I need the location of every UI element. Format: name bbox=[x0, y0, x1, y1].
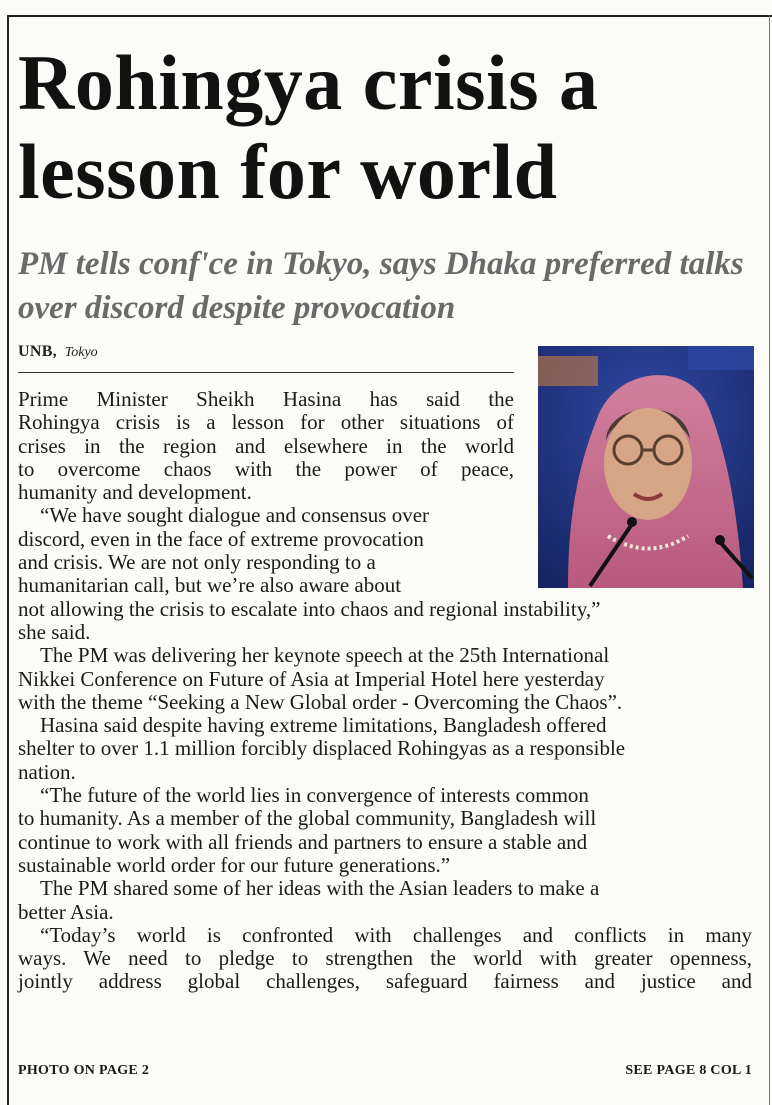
body-line: sustainable world order for our future generations.” bbox=[18, 852, 451, 877]
body-line: with the theme “Seeking a New Global order - Overcoming the Chaos”. bbox=[18, 689, 623, 714]
paragraph-1 bbox=[18, 388, 514, 504]
body-line: The PM was delivering her keynote speech at the 25th International bbox=[40, 643, 610, 668]
body-line: discord, even in the face of extreme provocation bbox=[18, 526, 424, 551]
body-line: shelter to over 1.1 million forcibly displaced Rohingyas as a responsible bbox=[18, 736, 626, 761]
right-column-rule bbox=[769, 15, 770, 1105]
body-line: nation. bbox=[18, 759, 76, 784]
paragraph-4 bbox=[18, 714, 752, 784]
body-line: humanity and development. bbox=[18, 480, 252, 505]
body-line: to humanity. As a member of the global community, Bangladesh will bbox=[18, 806, 597, 831]
body-line: “We have sought dialogue and consensus over bbox=[40, 503, 430, 528]
paragraph-2 bbox=[18, 504, 752, 644]
continuation-reference: SEE PAGE 8 COL 1 bbox=[625, 1063, 752, 1078]
body-line: not allowing the crisis to escalate into chaos and regional instability,” bbox=[18, 596, 601, 621]
paragraph-3 bbox=[18, 644, 752, 714]
byline-place: Tokyo bbox=[64, 345, 98, 360]
top-rule bbox=[7, 15, 772, 17]
body-line: and crisis. We are not only responding to a bbox=[18, 550, 376, 575]
body-line: Prime Minister Sheikh Hasina has said the bbox=[18, 387, 514, 411]
photo-reference: PHOTO ON PAGE 2 bbox=[18, 1063, 150, 1078]
body-line: continue to work with all friends and partners to ensure a stable and bbox=[18, 829, 588, 854]
body-line: humanitarian call, but we’re also aware about bbox=[18, 573, 402, 598]
left-column-rule bbox=[7, 15, 9, 1105]
body-line: Rohingya crisis is a lesson for other situations of bbox=[18, 410, 514, 435]
body-line: to overcome chaos with the power of peace, bbox=[18, 456, 514, 481]
body-line: she said. bbox=[18, 619, 91, 644]
body-line: Nikkei Conference on Future of Asia at Imperial Hotel here yesterday bbox=[18, 666, 605, 691]
body-line: Hasina said despite having extreme limitations, Bangladesh offered bbox=[40, 713, 607, 738]
subheadline: PM tells conf'ce in Tokyo, says Dhaka preferred talks over discord despite provocation bbox=[18, 246, 744, 326]
paragraph-7 bbox=[18, 924, 752, 994]
body-line: “The future of the world lies in convergence of interests common bbox=[40, 783, 589, 808]
paragraph-5 bbox=[18, 784, 752, 877]
byline bbox=[18, 342, 98, 363]
body-line: better Asia. bbox=[18, 899, 114, 924]
byline-rule bbox=[18, 372, 514, 373]
body-line: The PM shared some of her ideas with the Asian leaders to make a bbox=[40, 876, 600, 901]
body-line: “Today’s world is confronted with challenges and conflicts in many bbox=[40, 922, 752, 947]
body-line: crises in the region and elsewhere in the world bbox=[18, 433, 514, 458]
headline: Rohingya crisis a lesson for world bbox=[18, 39, 599, 215]
body-line: jointly address global challenges, safeguard fairness and justice and bbox=[18, 969, 752, 994]
byline-agency: UNB, bbox=[18, 343, 57, 360]
body-line: ways. We need to pledge to strengthen the world with greater openness, bbox=[18, 946, 752, 971]
article-body bbox=[18, 388, 752, 994]
paragraph-6 bbox=[18, 877, 752, 924]
